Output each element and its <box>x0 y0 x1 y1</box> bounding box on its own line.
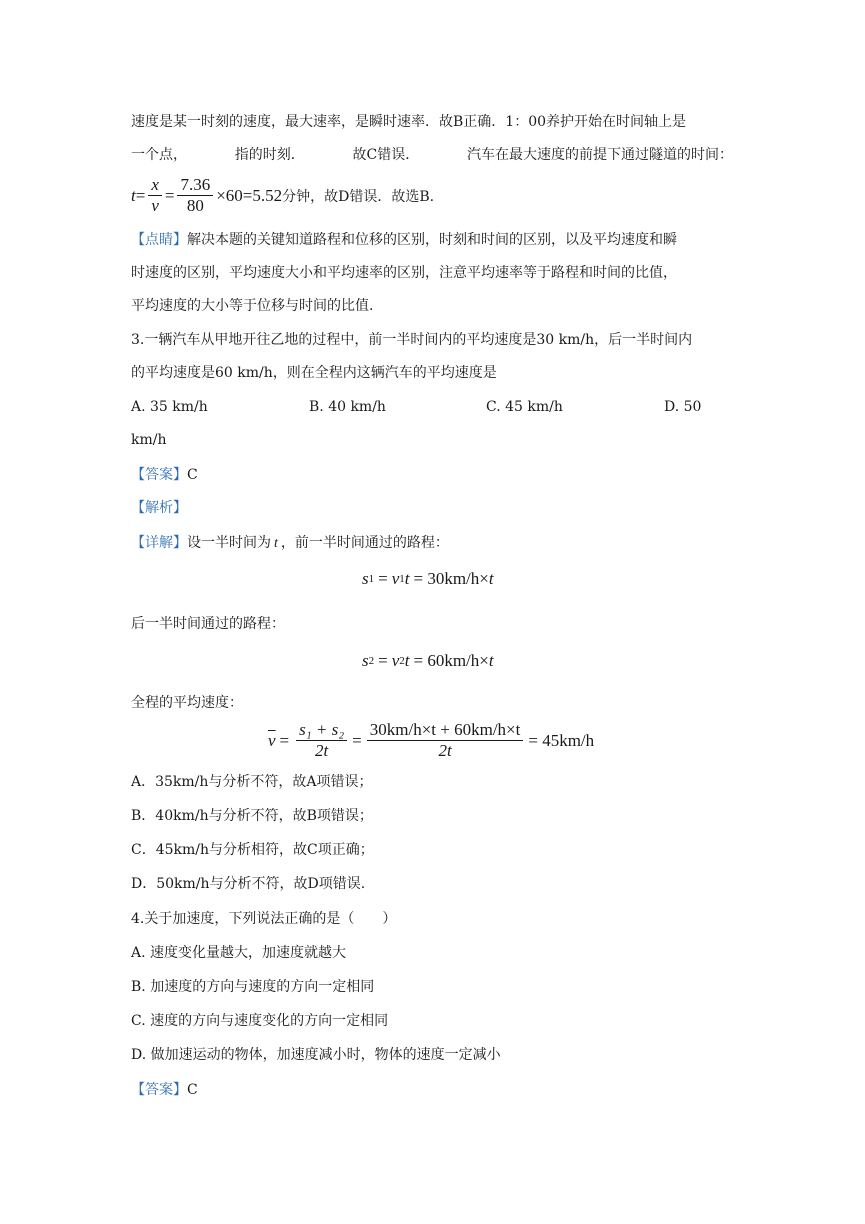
q3-stem-line-2: 的平均速度是60 km/h，则在全程内这辆汽车的平均速度是 <box>131 365 497 381</box>
s1-t: t <box>404 569 410 588</box>
q3-option-a: A. 35 km/h <box>131 399 208 415</box>
q3-result-c: C．45km/h与分析相符，故C项正确； <box>131 842 374 858</box>
text-line-2-part: 一个点， <box>131 147 187 163</box>
q3-result-a: A．35km/h与分析不符，故A项错误； <box>131 774 373 790</box>
q4-answer-tag: 【答案】 <box>131 1082 187 1098</box>
q4-answer-value: C <box>187 1082 198 1098</box>
avg-den2: 2t <box>438 741 452 760</box>
s2-t: t <box>404 651 410 670</box>
avg-eq2: = <box>352 730 362 750</box>
dianjing-line-2: 时速度的区别，平均速度大小和平均速率的区别，注意平均速率等于路程和时间的比值， <box>131 265 677 281</box>
q3-answer-tag: 【答案】 <box>131 467 187 483</box>
q3-detail-t: t <box>274 536 278 551</box>
avg-num1: s₁ + s₂ <box>296 720 347 741</box>
q3-answer-value: C <box>187 467 198 483</box>
eq1-equals-2: = <box>164 185 175 205</box>
q3-answer <box>131 465 198 485</box>
s1-t2: t <box>488 569 494 588</box>
q3-avg-label: 全程的平均速度： <box>131 695 243 711</box>
q4-option-d: D. 做加速运动的物体，加速度减小时，物体的速度一定减小 <box>131 1047 501 1063</box>
s1-s: s <box>362 569 369 588</box>
q3-detail-tag: 【详解】 <box>131 535 187 551</box>
avg-fraction-2 <box>367 720 524 761</box>
q3-stem-line-1: 3.一辆汽车从甲地开往乙地的过程中，前一半时间内的平均速度是30 km/h，后一半时间内 <box>131 332 693 348</box>
q3-second-half: 后一半时间通过的路程： <box>131 616 285 632</box>
avg-rhs: = 45km/h <box>528 730 595 750</box>
q4-option-b: B. 加速度的方向与速度的方向一定相同 <box>131 979 375 995</box>
text-line-1: 速度是某一时刻的速度，最大速率，是瞬时速率．故B正确．1：00养护开始在时间轴上是 <box>131 114 687 130</box>
dianjing-line-3: 平均速度的大小等于位移与时间的比值. <box>131 298 374 314</box>
s2-sub: 2 <box>368 655 375 667</box>
text-line-2-part: 指的时刻． <box>234 147 305 163</box>
avg-eq: = <box>279 730 290 750</box>
q3-analysis <box>131 498 187 518</box>
eq1-rest: ×60=5.52 <box>216 185 283 205</box>
q3-option-c: C. 45 km/h <box>486 399 563 415</box>
s2-vsub: 2 <box>399 655 405 667</box>
avg-vbar: $\overline{v}$ <box>268 730 276 750</box>
eq1-lhs: t <box>131 185 136 205</box>
text-line-2 <box>131 145 733 165</box>
eq1-f2-num: 7.36 <box>177 175 213 196</box>
s2-eq: = <box>378 651 388 670</box>
equation-tunnel-time <box>131 175 434 216</box>
q3-analysis-tag: 【解析】 <box>131 500 187 516</box>
s2-t2: t <box>488 651 494 670</box>
q4-option-c: C. 速度的方向与速度变化的方向一定相同 <box>131 1013 389 1029</box>
eq1-fraction-xv <box>148 175 162 216</box>
s1-sub: 1 <box>368 573 375 585</box>
s2-rhs: = 60km/h× <box>413 651 489 670</box>
q4-answer <box>131 1080 198 1100</box>
equation-s2 <box>362 651 494 671</box>
q3-option-d: D. 50 <box>664 399 702 415</box>
q3-option-d-unit: km/h <box>131 432 167 448</box>
eq1-tail: 分钟，故D错误．故选B. <box>282 188 435 205</box>
q3-result-d: D．50km/h与分析不符，故D项错误. <box>131 876 366 892</box>
q3-detail-a: 设一半时间为 <box>187 535 271 551</box>
q4-stem: 4.关于加速度，下列说法正确的是（ ） <box>131 911 397 927</box>
eq1-f1-num: x <box>148 175 162 196</box>
avg-fraction-1 <box>296 720 347 761</box>
s1-eq: = <box>378 569 388 588</box>
q3-result-b: B．40km/h与分析不符，故B项错误； <box>131 808 373 824</box>
s2-s: s <box>362 651 369 670</box>
avg-num2: 30km/h×t + 60km/h×t <box>367 720 524 741</box>
eq1-f2-den: 80 <box>186 196 204 215</box>
eq1-f1-den: v <box>151 196 159 215</box>
q3-detail-b: ，前一半时间通过的路程： <box>280 535 449 551</box>
dianjing-line-1 <box>131 230 677 250</box>
dianjing-tag: 【点睛】 <box>131 232 187 248</box>
text-line-2-part: 汽车在最大速度的前提下通过隧道的时间： <box>466 147 733 163</box>
eq1-equals: = <box>135 185 146 205</box>
s1-vsub: 1 <box>399 573 405 585</box>
s1-v: v <box>391 569 400 588</box>
q4-option-a: A. 速度变化量越大，加速度就越大 <box>131 945 347 961</box>
s2-v: v <box>391 651 400 670</box>
q3-option-b: B. 40 km/h <box>309 399 386 415</box>
q3-detail <box>131 533 449 554</box>
s1-rhs: = 30km/h× <box>413 569 489 588</box>
equation-s1 <box>362 569 494 589</box>
equation-average-velocity <box>268 720 594 761</box>
avg-den1: 2t <box>315 741 329 760</box>
dianjing-text-1: 解决本题的关键知道路程和位移的区别，时刻和时间的区别，以及平均速度和瞬 <box>187 232 677 248</box>
text-line-2-part: 故C错误． <box>352 147 420 163</box>
eq1-fraction-values <box>177 175 213 216</box>
